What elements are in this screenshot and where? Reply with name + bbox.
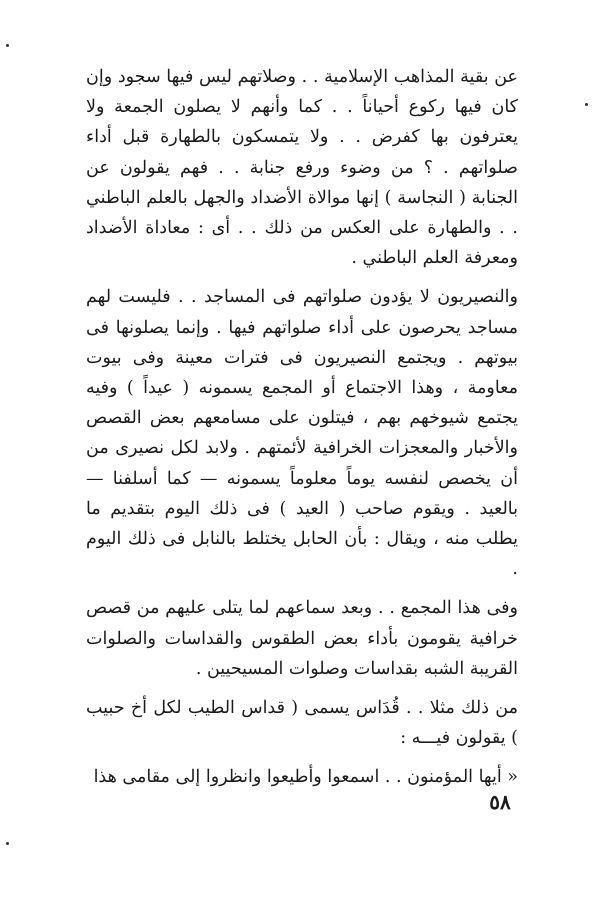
paragraph-5: « أيها المؤمنون . . اسمعوا وأطيعوا وانظروا إلى مقامى هذا — [93, 767, 518, 788]
body-text — [86, 62, 518, 793]
scan-speck — [585, 103, 588, 106]
page-number: ٥٨ — [489, 790, 511, 814]
paragraph-1: عن بقية المذاهب الإسلامية . . وصلاتهم ليس فيها سجود وإن كان فيها ركوع أحياناً . . كما وأنهم لا يصلون الجمعة ولا يعترفون بها كفرض . . ولا يتمسكون بالطهارة قبل أداء صلواتهم . ؟ من وضوء ورفع جنابة . . فهم يقولون عن الجنابة ( النجاسة ) إنها موالاة الأضداد والجهل بالعلم الباطني . . والطهارة على العكس من ذلك . . أى : معاداة الأضداد ومعرفة العلم الباطني . — [86, 67, 518, 269]
scan-speck — [6, 44, 9, 47]
scan-speck — [6, 842, 9, 845]
paragraph-4: من ذلك مثلا . . قُدَاس يسمى ( قداس الطيب لكل أخ حبيب ) يقولون فيـــه : — [86, 698, 518, 749]
paragraph-3: وفى هذا المجمع . . وبعد سماعهم لما يتلى عليهم من قصص خرافية يقومون بأداء بعض الطقوس والقداسات والصلوات القريبة الشبه بقداسات وصلوات المسيحيين . — [86, 598, 518, 679]
paragraph-2: والنصيريون لا يؤدون صلواتهم فى المساجد . . فليست لهم مساجد يحرصون على أداء صلواتهم فيها . وإنما يصلونها فى بيوتهم . ويجتمع النصيريون فى فترات معينة وفى بيوت معاومة ، وهذا الاجتماع أو المجمع يسمونه ( عيداً ) وفيه يجتمع شيوخهم بهم ، فيتلون على مسامعهم بعض القصص والأخبار والمعجزات الخرافية لأئمتهم . ولابد لكل نصيرى من أن يخصص لنفسه يوماً معلوماً يسمونه — كما أسلفنا — بالعيد . ويقوم صاحب ( العيد ) فى ذلك اليوم بتقديم ما يطلب منه ، ويقال : بأن الحابل يختلط بالنابل فى ذلك اليوم . — [86, 287, 518, 580]
